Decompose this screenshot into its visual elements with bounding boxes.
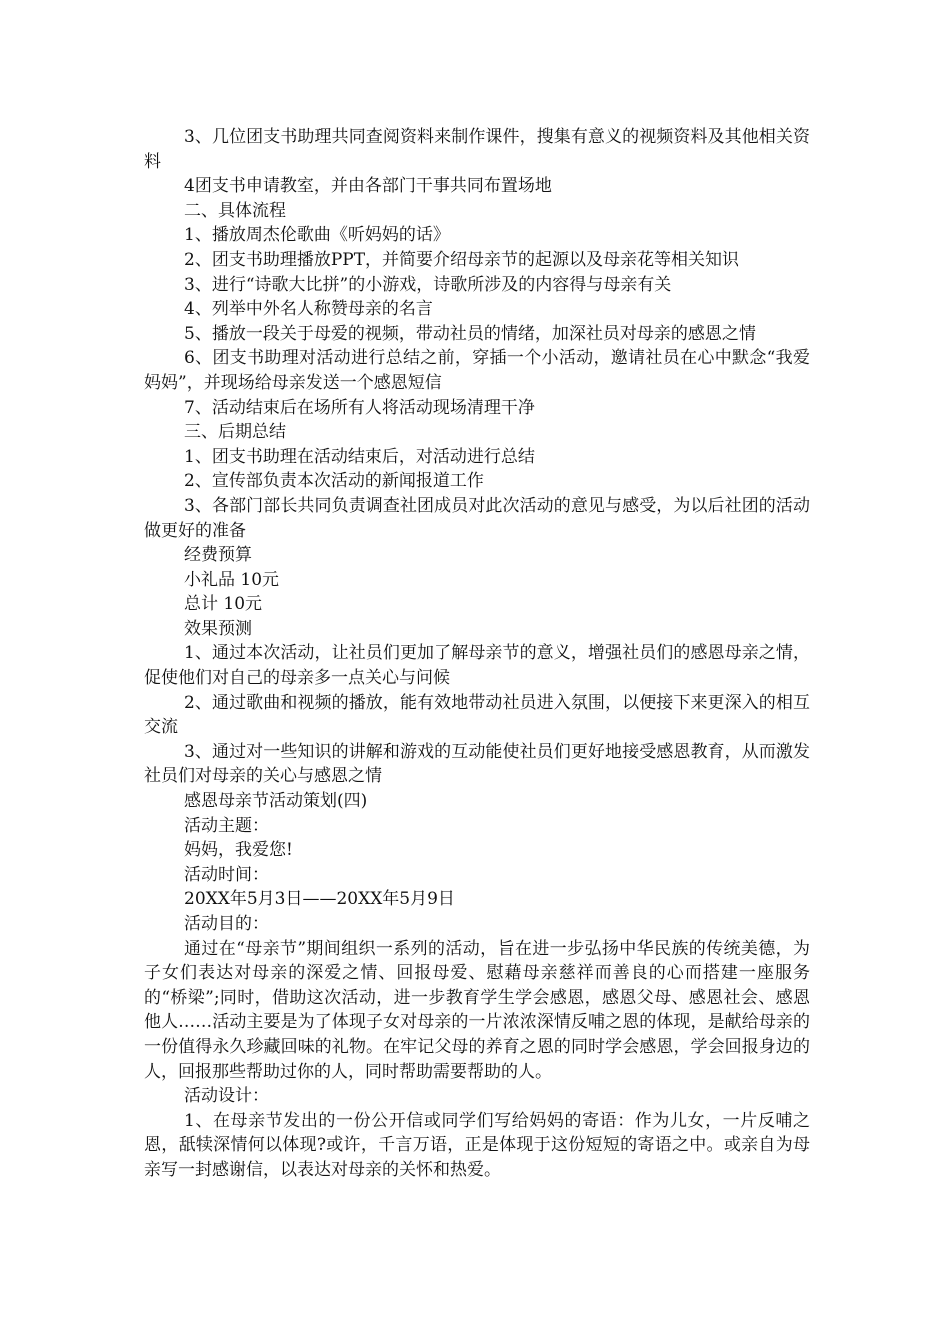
section-heading: 活动主题：	[184, 815, 269, 836]
paragraph: 3、各部门部长共同负责调查社团成员对此次活动的意见与感受，为以后社团的活动做更好的准备	[144, 495, 810, 541]
paragraph: 妈妈，我爱您!	[184, 840, 293, 861]
paragraph: 20XX年5月3日——20XX年5月9日	[184, 889, 455, 910]
section-heading: 活动目的：	[184, 914, 269, 934]
paragraph: 1、在母亲节发出的一份公开信或同学们写给妈妈的寄语：作为儿女，一片反哺之恩，舐犊深情何以体现?或许，千言万语，正是体现于这份短短的寄语之中。或亲自为母亲写一封感谢信，以表达对母亲的关怀和热爱。	[144, 1110, 810, 1180]
budget-total: 总计 10元	[184, 594, 263, 615]
section-heading: 效果预测	[184, 618, 252, 639]
paragraph: 3、进行“诗歌大比拼”的小游戏，诗歌所涉及的内容得与母亲有关	[184, 274, 672, 295]
paragraph: 4团支书申请教室，并由各部门干事共同布置场地	[184, 176, 552, 197]
paragraph: 3、几位团支书助理共同查阅资料来制作课件，搜集有意义的视频资料及其他相关资料	[144, 127, 810, 172]
plan-title: 感恩母亲节活动策划(四)	[184, 791, 368, 812]
paragraph: 6、团支书助理对活动进行总结之前，穿插一个小活动，邀请社员在心中默念“我爱妈妈”，并现场给母亲发送一个感恩短信	[144, 348, 810, 393]
paragraph: 1、团支书助理在活动结束后，对活动进行总结	[184, 446, 535, 467]
paragraph: 1、通过本次活动，让社员们更加了解母亲节的意义，增强社员们的感恩母亲之情，促使他们对自己的母亲多一点关心与问候	[144, 643, 810, 689]
paragraph: 5、播放一段关于母爱的视频，带动社员的情绪，加深社员对母亲的感恩之情	[184, 323, 756, 344]
paragraph: 2、团支书助理播放PPT，并简要介绍母亲节的起源以及母亲花等相关知识	[184, 249, 740, 270]
paragraph: 1、播放周杰伦歌曲《听妈妈的话》	[184, 225, 450, 246]
section-heading: 活动时间：	[184, 864, 269, 885]
paragraph: 通过在“母亲节”期间组织一系列的活动，旨在进一步弘扬中华民族的传统美德，为子女们表达对母亲的深爱之情、回报母爱、慰藉母亲慈祥而善良的心而搭建一座服务的“桥梁”;同时，借助这次活动，进一步教育学生学会感恩，感恩父母、感恩社会、感恩他人……活动主要是为了体现子女对母亲的一片浓浓深情反哺之恩的体现，是献给母亲的一份值得永久珍藏回味的礼物。在牢记父母的养育之恩的同时学会感恩，学会回报身边的人，回报那些帮助过你的人，同时帮助需要帮助的人。	[144, 938, 810, 1082]
paragraph: 2、宣传部负责本次活动的新闻报道工作	[184, 471, 484, 492]
document-body	[144, 125, 810, 1183]
section-heading: 三、后期总结	[184, 422, 286, 443]
paragraph: 7、活动结束后在场所有人将活动现场清理干净	[184, 397, 535, 418]
paragraph: 4、列举中外名人称赞母亲的名言	[184, 299, 433, 320]
paragraph: 2、通过歌曲和视频的播放，能有效地带动社员进入氛围，以便接下来更深入的相互交流	[144, 692, 810, 738]
section-heading: 经费预算	[184, 545, 252, 566]
budget-item: 小礼品 10元	[184, 569, 280, 590]
section-heading: 活动设计：	[184, 1086, 269, 1107]
paragraph: 3、通过对一些知识的讲解和游戏的互动能使社员们更好地接受感恩教育，从而激发社员们对母亲的关心与感恩之情	[144, 741, 810, 787]
section-heading: 二、具体流程	[184, 200, 286, 221]
